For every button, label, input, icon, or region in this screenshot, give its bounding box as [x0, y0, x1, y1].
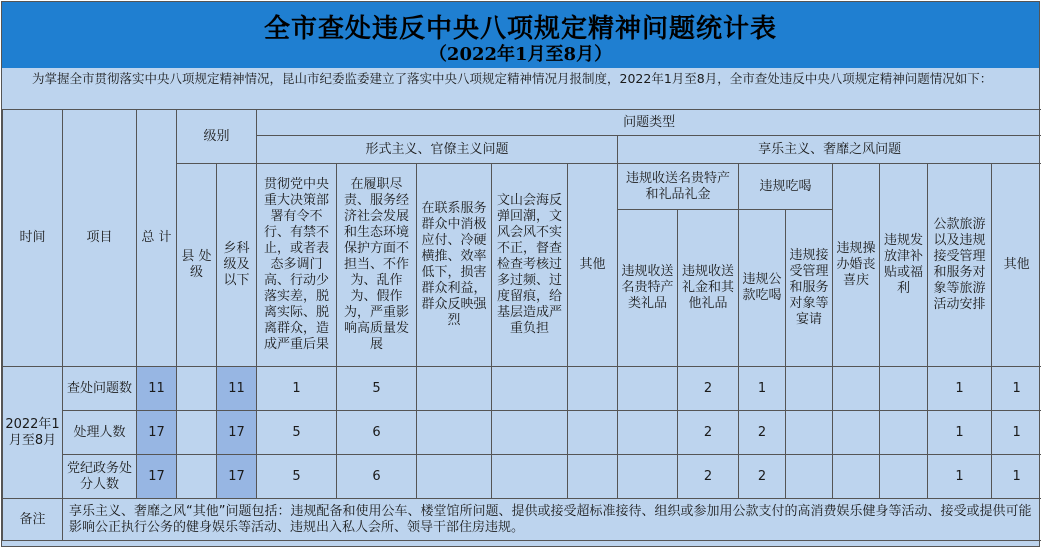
total-cell: 17	[137, 411, 177, 455]
header-formalism-1: 贯彻党中央重大决策部署有令不行、有禁不止，或者表态多调门高、行动少落实差，脱离实际、脱离群众，造成严重后果	[257, 164, 337, 367]
row-label: 查处问题数	[63, 367, 137, 411]
cell-f3	[417, 411, 492, 455]
header-item: 项目	[63, 110, 137, 367]
cell-f5	[568, 455, 618, 499]
cell-f2: 5	[337, 367, 417, 411]
row-label: 处理人数	[63, 411, 137, 455]
cell-h-other: 1	[992, 411, 1041, 455]
cell-wedding	[833, 455, 880, 499]
note-label: 备注	[3, 499, 63, 541]
header-formalism: 形式主义、官僚主义问题	[257, 136, 618, 164]
cell-travel: 1	[928, 411, 992, 455]
table-row	[3, 367, 1041, 411]
cell-f2: 6	[337, 411, 417, 455]
cell-f1: 5	[257, 411, 337, 455]
cell-subsidy	[880, 367, 928, 411]
county-cell	[177, 411, 217, 455]
page-subtitle: （2022年1月至8月）	[428, 44, 613, 65]
cell-travel: 1	[928, 455, 992, 499]
cell-gift2: 2	[678, 367, 739, 411]
cell-f4	[492, 367, 568, 411]
township-cell: 17	[217, 411, 257, 455]
title-banner	[2, 2, 1039, 68]
table-row	[3, 411, 1041, 455]
cell-eat1: 2	[739, 411, 786, 455]
header-accept-banquet: 违规接受管理和服务对象等宴请	[786, 210, 833, 367]
header-total: 总 计	[137, 110, 177, 367]
header-wedding: 违规操办婚丧喜庆	[833, 164, 880, 367]
township-cell: 11	[217, 367, 257, 411]
header-public-dining: 违规公款吃喝	[739, 210, 786, 367]
header-formalism-2: 在履职尽责、服务经济社会发展和生态环境保护方面不担当、不作为、乱作为、假作为，严重影响高质量发展	[337, 164, 417, 367]
statistics-table	[2, 109, 1041, 541]
total-cell: 17	[137, 455, 177, 499]
cell-f1: 1	[257, 367, 337, 411]
header-formalism-3: 在联系服务群众中消极应付、冷硬横推、效率低下，损害群众利益，群众反映强烈	[417, 164, 492, 367]
cell-f5	[568, 367, 618, 411]
header-problem-type: 问题类型	[257, 110, 1041, 136]
cell-gift1	[618, 455, 678, 499]
cell-f3	[417, 455, 492, 499]
header-county-level: 县 处级	[177, 164, 217, 367]
cell-eat1: 2	[739, 455, 786, 499]
header-gift-money: 违规收送礼金和其他礼品	[678, 210, 739, 367]
row-label: 党纪政务处分人数	[63, 455, 137, 499]
header-hedonism: 享乐主义、奢靡之风问题	[618, 136, 1041, 164]
header-gift-group: 违规收送名贵特产和礼品礼金	[618, 164, 739, 210]
cell-wedding	[833, 367, 880, 411]
header-formalism-other: 其他	[568, 164, 618, 367]
total-cell: 11	[137, 367, 177, 411]
header-time: 时间	[3, 110, 63, 367]
township-cell: 17	[217, 455, 257, 499]
cell-f3	[417, 367, 492, 411]
header-hedonism-other: 其他	[992, 164, 1041, 367]
cell-eat2	[786, 367, 833, 411]
cell-f2: 6	[337, 455, 417, 499]
header-travel: 公款旅游以及违规接受管理和服务对象等旅游活动安排	[928, 164, 992, 367]
cell-gift2: 2	[678, 455, 739, 499]
cell-f5	[568, 411, 618, 455]
county-cell	[177, 367, 217, 411]
header-level: 级别	[177, 110, 257, 164]
note-text: 享乐主义、奢靡之风“其他”问题包括：违规配备和使用公车、楼堂馆所问题、提供或接受超标准接待、组织或参加用公款支付的高消费娱乐健身等活动、接受或提供可能影响公正执行公务的健身娱乐等活动、违规出入私人会所、领导干部住房违规。	[63, 499, 1041, 541]
cell-subsidy	[880, 411, 928, 455]
table-row	[3, 455, 1041, 499]
cell-f1: 5	[257, 455, 337, 499]
cell-gift1	[618, 367, 678, 411]
header-township-level: 乡科级及以下	[217, 164, 257, 367]
header-subsidy: 违规发放津补贴或福利	[880, 164, 928, 367]
statistics-sheet	[1, 1, 1040, 547]
intro-paragraph: 为掌握全市贯彻落实中央八项规定精神情况，昆山市纪委监委建立了落实中央八项规定精神情况月报制度，2022年1月至8月，全市查处违反中央八项规定精神问题情况如下：	[32, 71, 993, 86]
cell-travel: 1	[928, 367, 992, 411]
cell-f4	[492, 455, 568, 499]
cell-eat2	[786, 455, 833, 499]
header-eating-group: 违规吃喝	[739, 164, 833, 210]
cell-f4	[492, 411, 568, 455]
cell-eat1: 1	[739, 367, 786, 411]
period-cell: 2022年1月至8月	[3, 367, 63, 499]
cell-h-other: 1	[992, 367, 1041, 411]
cell-wedding	[833, 411, 880, 455]
cell-eat2	[786, 411, 833, 455]
cell-h-other: 1	[992, 455, 1041, 499]
cell-subsidy	[880, 455, 928, 499]
cell-gift2: 2	[678, 411, 739, 455]
county-cell	[177, 455, 217, 499]
header-formalism-4: 文山会海反弹回潮，文风会风不实不正，督查检查考核过多过频、过度留痕，给基层造成严重负担	[492, 164, 568, 367]
cell-gift1	[618, 411, 678, 455]
header-gift-specialty: 违规收送名贵特产类礼品	[618, 210, 678, 367]
page-title: 全市查处违反中央八项规定精神问题统计表	[263, 14, 777, 44]
